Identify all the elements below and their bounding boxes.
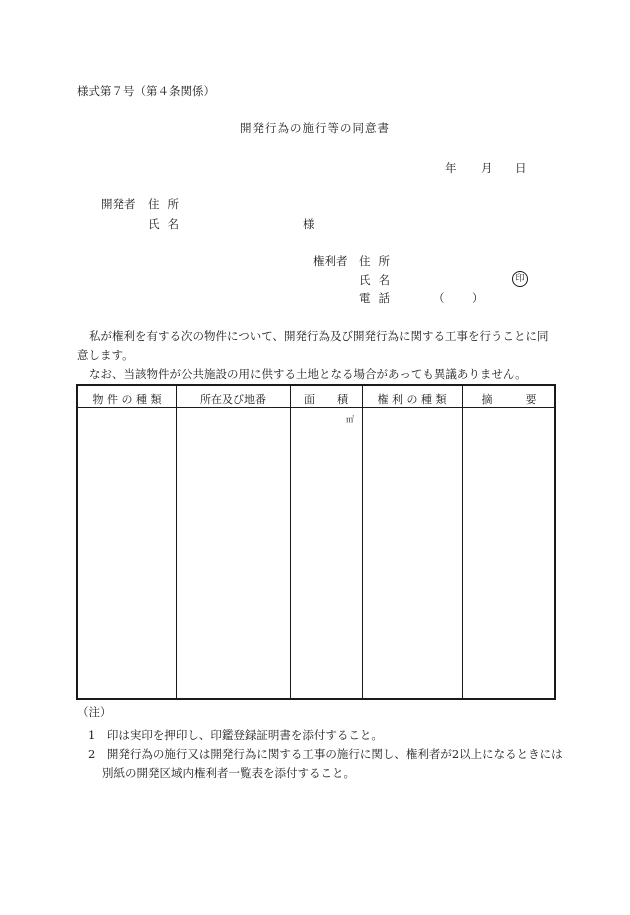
phone-paren-close: ） — [472, 291, 484, 305]
date-day-label: 日 — [515, 161, 527, 175]
column-divider — [290, 386, 291, 698]
phone-paren-open: （ — [433, 291, 445, 305]
developer-honorific: 様 — [303, 217, 315, 231]
seal-mark: 印 — [512, 271, 528, 287]
rights-holder-phone-label: 電話 — [359, 291, 398, 305]
header-right-type: 権 利 の 種 類 — [377, 393, 447, 406]
developer-label: 開発者 — [101, 197, 136, 211]
column-divider — [362, 386, 363, 698]
note-item: 2 開発行為の施行又は開発行為に関する工事の施行に関し、権利者が2以上になるときには別紙の開発区域内権利者一覧表を添付すること。 — [88, 747, 563, 780]
header-remarks: 摘 要 — [481, 393, 537, 406]
developer-address-label: 住所 — [148, 197, 187, 211]
no-objection-paragraph: なお、当該物件が公共施設の用に供する土地となる場合があっても異議ありません。 — [89, 367, 527, 381]
area-unit-label: ㎡ — [346, 415, 354, 424]
form-number: 様式第７号（第４条関係） — [77, 84, 215, 98]
rights-holder-address-label: 住所 — [359, 254, 398, 268]
property-table — [76, 384, 556, 700]
column-divider — [462, 386, 463, 698]
date-year-label: 年 — [445, 161, 457, 175]
notes-heading: （注） — [77, 705, 112, 719]
consent-paragraph: 私が権利を有する次の物件について、開発行為及び開発行為に関する工事を行うことに同意します。 — [77, 329, 549, 362]
document-title: 開発行為の施行等の同意書 — [240, 121, 390, 135]
rights-holder-name-label: 氏名 — [359, 273, 398, 287]
header-property-type: 物 件 の 種 類 — [92, 393, 162, 406]
note-item: 1 印は実印を押印し、印鑑登録証明書を添付すること。 — [88, 728, 383, 742]
header-location-lot: 所在及び地番 — [200, 393, 266, 406]
developer-name-label: 氏名 — [148, 217, 187, 231]
date-month-label: 月 — [481, 161, 493, 175]
column-divider — [176, 386, 177, 698]
rights-holder-label: 権利者 — [313, 254, 348, 268]
header-area: 面 積 — [304, 393, 348, 406]
